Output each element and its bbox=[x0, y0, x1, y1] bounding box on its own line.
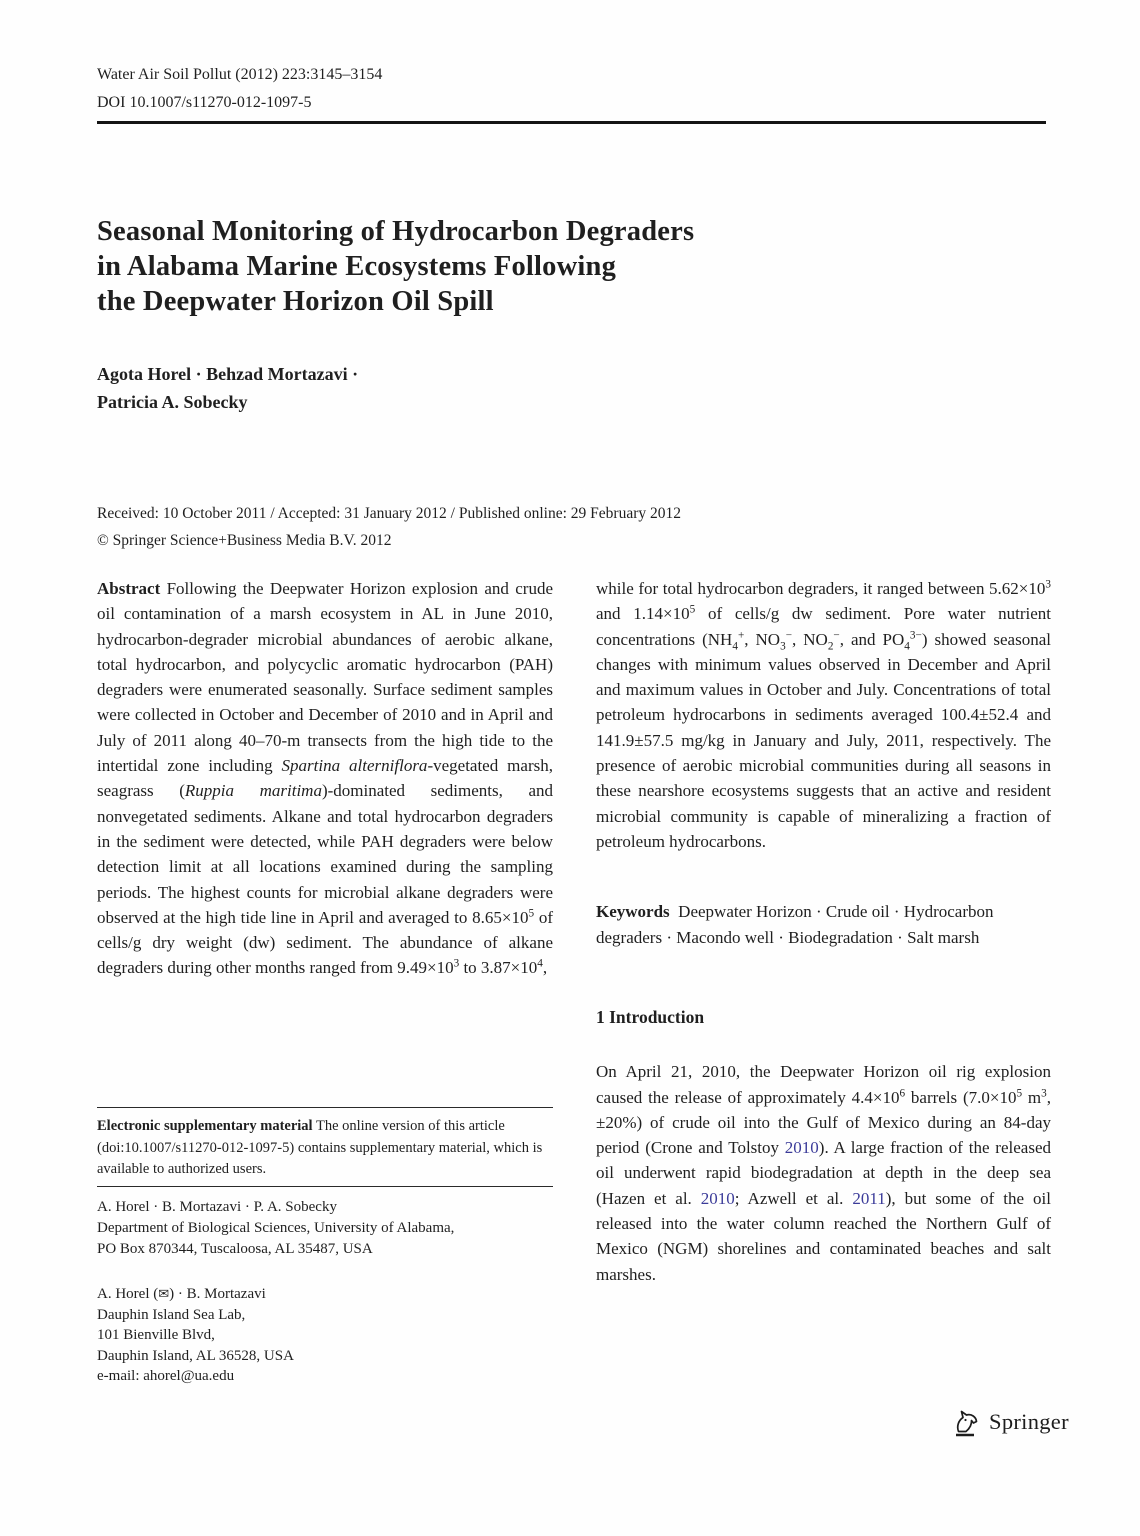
citation-link[interactable]: 2010 bbox=[700, 1188, 735, 1208]
introduction-heading: 1 Introduction bbox=[596, 1007, 705, 1028]
footnote-rule-top bbox=[97, 1107, 553, 1108]
springer-wordmark: Springer bbox=[989, 1409, 1069, 1434]
author-list: Agota Horel · Behzad Mortazavi · Patricia A. Sobecky bbox=[97, 364, 359, 412]
affiliation-dauphin-island-sea-lab: A. Horel (✉) · B. Mortazavi Dauphin Island Sea Lab, 101 Bienville Blvd, Dauphin Island, AL 36528, USA e-mail: ahorel@ua.edu bbox=[97, 1286, 294, 1384]
springer-knight-icon bbox=[952, 1406, 982, 1438]
keywords-paragraph: Keywords Deepwater Horizon · Crude oil · Hydrocarbon degraders · Macondo well · Biodegradation · Salt marsh bbox=[596, 902, 994, 948]
supplementary-material-note: Electronic supplementary material The online version of this article (doi:10.1007/s11270-012-1097-5) contains supplementary material, which is available to authorized users. bbox=[97, 1118, 543, 1177]
abstract-continued-paragraph: while for total hydrocarbon degraders, it ranged between $5.62\times 10^3$ and $1.14\times 10^5$ of cells/g dw sediment. Pore water nutrient concentrations ($NH_4^+$, $NO_3^-$, $NO_2^-$, and $PO_4^{3-}$) showed seasonal changes with minimum values observed in December and April and maximum values in October and July. Concentrations of total petroleum hydrocarbons in sediments averaged 100.4±52.4 and 141.9±57.5 mg/kg in January and July, 2011, respectively. The presence of aerobic microbial communities during all seasons in these nearshore ecosystems suggests that an active and resident microbial community is capable of mineralizing a fraction of petroleum hydrocarbons. bbox=[596, 578, 1051, 851]
envelope-icon: ✉ bbox=[158, 1286, 170, 1301]
page-title: Seasonal Monitoring of Hydrocarbon Degraders in Alabama Marine Ecosystems Following the Deepwater Horizon Oil Spill bbox=[97, 216, 695, 317]
citation-link[interactable]: 2010 bbox=[784, 1138, 819, 1158]
journal-header bbox=[97, 61, 382, 117]
doi-line: DOI 10.1007/s11270-012-1097-5 bbox=[97, 94, 312, 111]
right-column bbox=[596, 576, 1051, 1287]
copyright-line: © Springer Science+Business Media B.V. 2012 bbox=[97, 531, 392, 549]
springer-logo bbox=[952, 1406, 1069, 1438]
received-line: Received: 10 October 2011 / Accepted: 31 January 2012 / Published online: 29 February 2012 bbox=[97, 505, 681, 522]
introduction-paragraph: On April 21, 2010, the Deepwater Horizon oil rig explosion caused the release of approximately $4.4\times 10^6$ barrels ($7.0\times 10^5$ $m^3$, ±20%) of crude oil into the Gulf of Mexico during an 84-day period (Crone and Tolstoy 2010). A large fraction of the released oil underwent rapid biodegradation at depth in the deep sea (Hazen et al. 2010; Azwell et al. 2011), but some of the oil released into the water column reached the Northern Gulf of Mexico (NGM) shorelines and contaminated beaches and salt marshes. bbox=[596, 1062, 1051, 1284]
abstract-paragraph: Abstract Following the Deepwater Horizon explosion and crude oil contamination of a marsh ecosystem in AL in June 2010, hydrocarbon-degrader microbial abundances of aerobic alkane, total hydrocarbon, and polycyclic aromatic hydrocarbon (PAH) degraders were enumerated seasonally. Surface sediment samples were collected in October and December of 2010 and in April and July of 2011 along 40–70-m transects from the high tide to the intertidal zone including Spartina alterniflora-vegetated marsh, seagrass (Ruppia maritima)-dominated sediments, and nonvegetated sediments. Alkane and total hydrocarbon degraders in the sediment were detected, while PAH degraders were below detection limit at all locations examined during the sampling periods. The highest counts for microbial alkane degraders were observed at the high tide line in April and averaged to $8.65\times 10^5$ of cells/g dry weight (dw) sediment. The abundance of alkane degraders during other months ranged from $9.49\times 10^3$ to $3.87\times 10^4$, bbox=[97, 579, 554, 978]
footnote-rule-middle bbox=[97, 1186, 553, 1187]
article-history bbox=[97, 501, 681, 554]
citation-link[interactable]: 2011 bbox=[852, 1188, 886, 1208]
journal-citation: Water Air Soil Pollut (2012) 223:3145–3154 bbox=[97, 66, 383, 83]
affiliation-university-of-alabama: A. Horel · B. Mortazavi · P. A. Sobecky Department of Biological Sciences, University of Alabama, PO Box 870344, Tuscaloosa, AL 35487, USA bbox=[97, 1199, 455, 1257]
header-rule bbox=[97, 121, 1046, 124]
left-column bbox=[97, 576, 553, 981]
